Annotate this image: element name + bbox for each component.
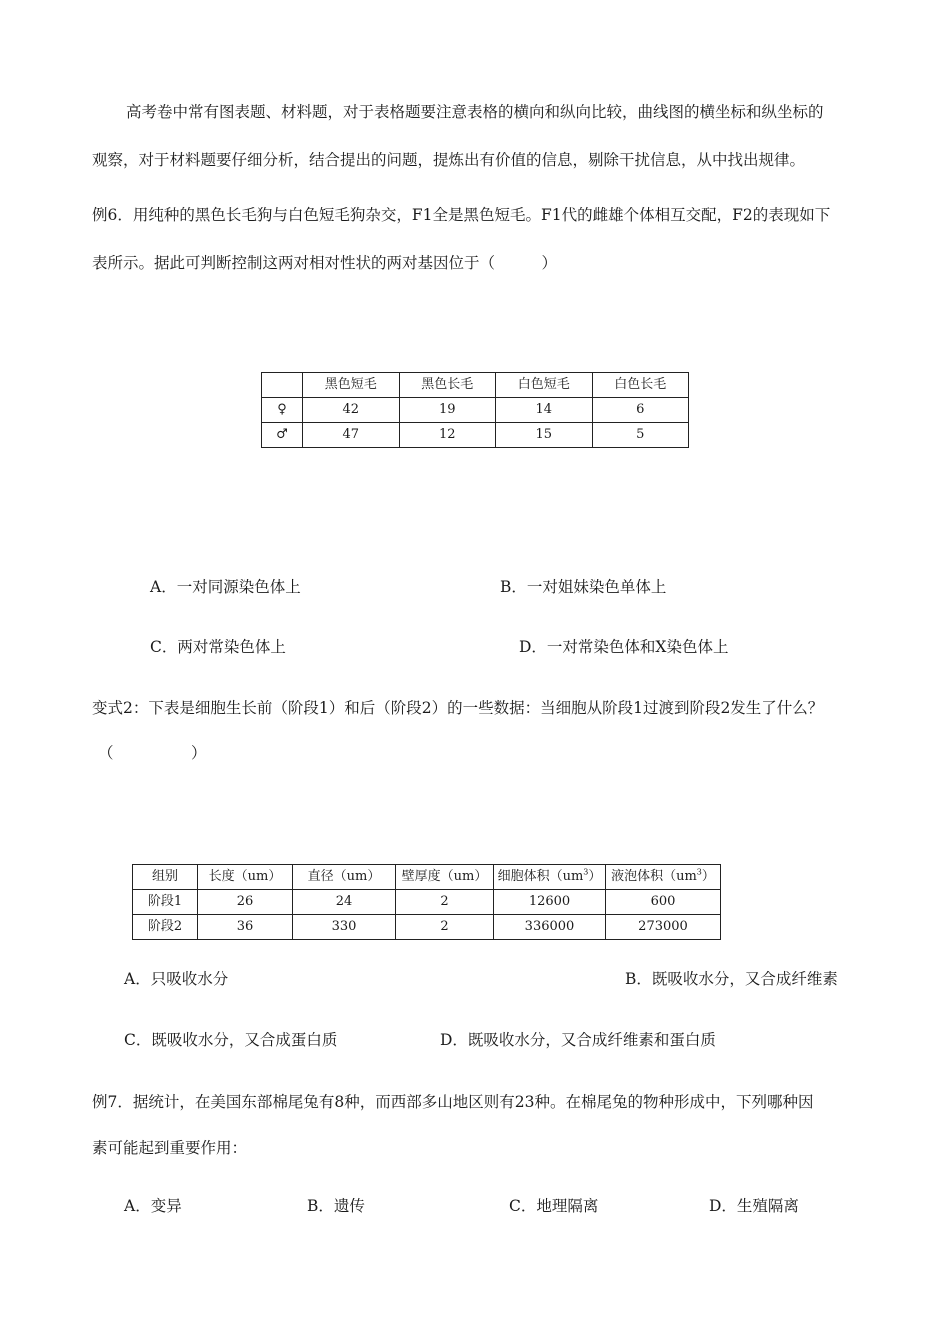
table-row: [262, 423, 689, 448]
variant2-option-b: B．既吸收水分，又合成纤维素: [625, 970, 838, 988]
table-row: [262, 398, 689, 423]
table-cell: 6: [592, 398, 689, 423]
male-symbol: ♂: [262, 423, 303, 448]
cubic-superscript: 3: [583, 867, 589, 877]
example6-option-b: B．一对姐妹染色单体上: [500, 578, 667, 596]
example6-line-2: 表所示。据此可判断控制这两对相对性状的两对基因位于（ ）: [92, 254, 558, 272]
table-cell: 阶段2: [133, 915, 198, 940]
table-cell: 阶段1: [133, 890, 198, 915]
example6-option-c: C．两对常染色体上: [150, 638, 286, 656]
intro-line-1: 高考卷中常有图表题、材料题，对于表格题要注意表格的横向和纵向比较，曲线图的横坐标和纵坐标的: [126, 103, 824, 121]
table-row: [133, 890, 721, 915]
table-header-cell: 黑色短毛: [303, 373, 400, 398]
table-header-cell: 白色短毛: [496, 373, 593, 398]
table-cell: 336000: [494, 915, 606, 940]
table-header-cell: [262, 373, 303, 398]
table-cell: 19: [399, 398, 496, 423]
table-cell: 273000: [606, 915, 721, 940]
example7-option-a: A．变异: [124, 1197, 182, 1215]
table-cell: 36: [198, 915, 293, 940]
table-cell: 15: [496, 423, 593, 448]
table-header-cell: 黑色长毛: [399, 373, 496, 398]
cell-volume-label: 细胞体积（um: [497, 869, 584, 884]
table-header-row: [262, 373, 689, 398]
example7-line-2: 素可能起到重要作用：: [92, 1139, 248, 1157]
table-header-cell: 白色长毛: [592, 373, 689, 398]
table-cell: 24: [293, 890, 396, 915]
table-cell: 600: [606, 890, 721, 915]
example7-option-c: C．地理隔离: [509, 1197, 599, 1215]
cubic-superscript: 3: [696, 867, 702, 877]
example6-option-a: A．一对同源染色体上: [150, 578, 301, 596]
table-cell: 330: [293, 915, 396, 940]
variant2-option-c: C．既吸收水分，又合成蛋白质: [124, 1031, 338, 1049]
table-cell: 42: [303, 398, 400, 423]
example7-option-b: B．遗传: [307, 1197, 365, 1215]
example7-line-1: 例7．据统计，在美国东部棉尾兔有8种，而西部多山地区则有23种。在棉尾兔的物种形成中，下列哪种因: [92, 1093, 814, 1111]
unit-close-paren: ）: [588, 869, 602, 884]
intro-line-2: 观察，对于材料题要仔细分析，结合提出的问题，提炼出有价值的信息，剔除干扰信息，从中找出规律。: [92, 151, 806, 169]
table-header-row: [133, 865, 721, 890]
table-header-cell: 壁厚度（um）: [396, 865, 494, 890]
table-header-cell: 组别: [133, 865, 198, 890]
table-cell: 26: [198, 890, 293, 915]
table-cell: 12: [399, 423, 496, 448]
example6-option-d: D．一对常染色体和X染色体上: [519, 638, 729, 656]
variant2-option-d: D．既吸收水分，又合成纤维素和蛋白质: [440, 1031, 716, 1049]
table-header-cell: [606, 865, 721, 890]
table-cell: 14: [496, 398, 593, 423]
table-cell: 47: [303, 423, 400, 448]
example7-option-d: D．生殖隔离: [709, 1197, 799, 1215]
table-header-cell: [494, 865, 606, 890]
table-cell: 2: [396, 890, 494, 915]
variant2-option-a: A．只吸收水分: [124, 970, 229, 988]
female-symbol: ♀: [262, 398, 303, 423]
table-cell: 2: [396, 915, 494, 940]
variant2-line-2: （ ）: [98, 744, 207, 762]
table-header-cell: 直径（um）: [293, 865, 396, 890]
cell-growth-table: [132, 864, 721, 940]
table-cell: 12600: [494, 890, 606, 915]
example6-line-1: 例6．用纯种的黑色长毛狗与白色短毛狗杂交，F1全是黑色短毛。F1代的雌雄个体相互交配，F2的表现如下: [92, 206, 831, 224]
table-cell: 5: [592, 423, 689, 448]
table-row: [133, 915, 721, 940]
unit-close-paren: ）: [701, 869, 715, 884]
variant2-line-1: 变式2：下表是细胞生长前（阶段1）和后（阶段2）的一些数据：当细胞从阶段1过渡到阶段2发生了什么？: [92, 699, 824, 717]
table-header-cell: 长度（um）: [198, 865, 293, 890]
vacuole-volume-label: 液泡体积（um: [611, 869, 697, 884]
dog-trait-table: [261, 372, 689, 448]
